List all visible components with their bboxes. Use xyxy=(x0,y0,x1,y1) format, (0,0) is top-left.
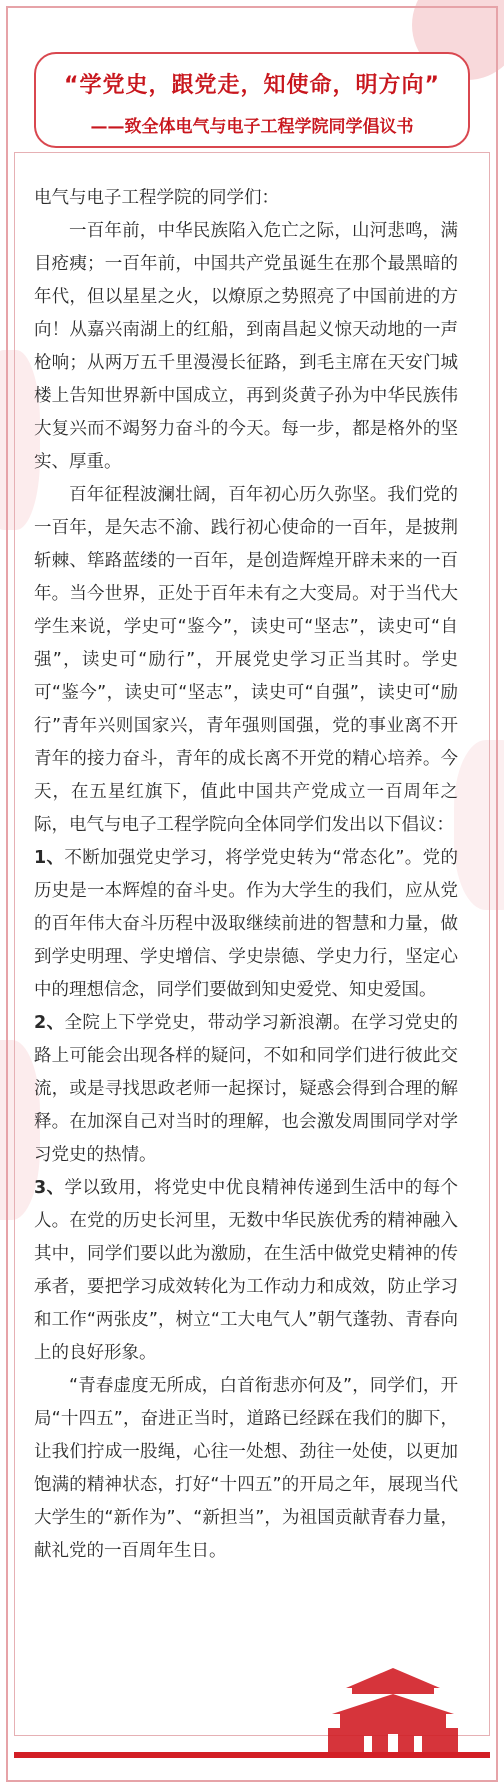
proposal-item-3 xyxy=(34,1172,458,1370)
greeting: 电气与电子工程学院的同学们： xyxy=(34,188,279,208)
item-number: 3、 xyxy=(34,1178,65,1198)
item-number: 1、 xyxy=(34,848,65,868)
proposal-item-2 xyxy=(34,1007,458,1172)
proposal-item-1 xyxy=(34,842,458,1007)
item-text: 不断加强党史学习，将学党史转为“常态化”。党的历史是一本辉煌的奋斗史。作为大学生的我们，应从党的百年伟大奋斗历程中汲取继续前进的智慧和力量，做到学史明理、学史增信、学史崇德、学史力行，坚定心中的理想信念，同学们要做到知史爱党、知史爱国。 xyxy=(34,848,458,1000)
closing-paragraph: “青春虚度无所成，白首衔悲亦何及”，同学们，开局“十四五”，奋进正当时，道路已经踩在我们的脚下，让我们拧成一股绳，心往一处想、劲往一处使，以更加饱满的精神状态，打好“十四五”的开局之年，展现当代大学生的“新作为”、“新担当”，为祖国贡献青春力量，献礼党的一百周年生日。 xyxy=(34,1376,458,1561)
tiananmen-silhouette-icon xyxy=(318,1650,468,1754)
article-body xyxy=(34,182,458,1568)
paragraph-2: 百年征程波澜壮阔，百年初心历久弥坚。我们党的一百年，是矢志不渝、践行初心使命的一百年，是披荆斩棘、筚路蓝缕的一百年，是创造辉煌开辟未来的一百年。当今世界，正处于百年未有之大变局。对于当代大学生来说，学史可“鉴今”，读史可“坚志”，读史可“自强”，读史可“励行”，开展党史学习正当其时。学史可“鉴今”，读史可“坚志”，读史可“自强”，读史可“励行”青年兴则国家兴，青年强则国强，党的事业离不开青年的接力奋斗，青年的成长离不开党的精心培养。今天，在五星红旗下，值此中国共产党成立一百周年之际，电气与电子工程学院向全体同学们发出以下倡议： xyxy=(34,485,458,835)
bottom-decorative-bar xyxy=(14,1752,490,1758)
paragraph-1: 一百年前，中华民族陷入危亡之际，山河悲鸣，满目疮痍；一百年前，中国共产党虽诞生在那个最黑暗的年代，但以星星之火，以燎原之势照亮了中国前进的方向！从嘉兴南湖上的红船，到南昌起义惊天动地的一声枪响；从两万五千里漫漫长征路，到毛主席在天安门城楼上告知世界新中国成立，再到炎黄子孙为中华民族伟大复兴而不竭努力奋斗的今天。每一步，都是格外的坚实、厚重。 xyxy=(34,221,458,472)
title-banner xyxy=(34,52,470,148)
item-text: 学以致用，将党史中优良精神传递到生活中的每个人。在党的历史长河里，无数中华民族优秀的精神融入其中，同学们要以此为激励，在生活中做党史精神的传承者，要把学习成效转化为工作动力和成效，防止学习和工作“两张皮”，树立“工大电气人”朝气蓬勃、青春向上的良好形象。 xyxy=(34,1178,459,1363)
item-number: 2、 xyxy=(34,1013,65,1033)
item-text: 全院上下学党史，带动学习新浪潮。在学习党史的路上可能会出现各样的疑问，不如和同学们进行彼此交流，或是寻找思政老师一起探讨，疑惑会得到合理的解释。在加深自己对当时的理解，也会激发周围同学对学习党史的热情。 xyxy=(34,1013,459,1165)
page-title: “学党史，跟党走，知使命，明方向” xyxy=(64,73,440,98)
page-subtitle: ——致全体电气与电子工程学院同学倡议书 xyxy=(90,117,414,137)
